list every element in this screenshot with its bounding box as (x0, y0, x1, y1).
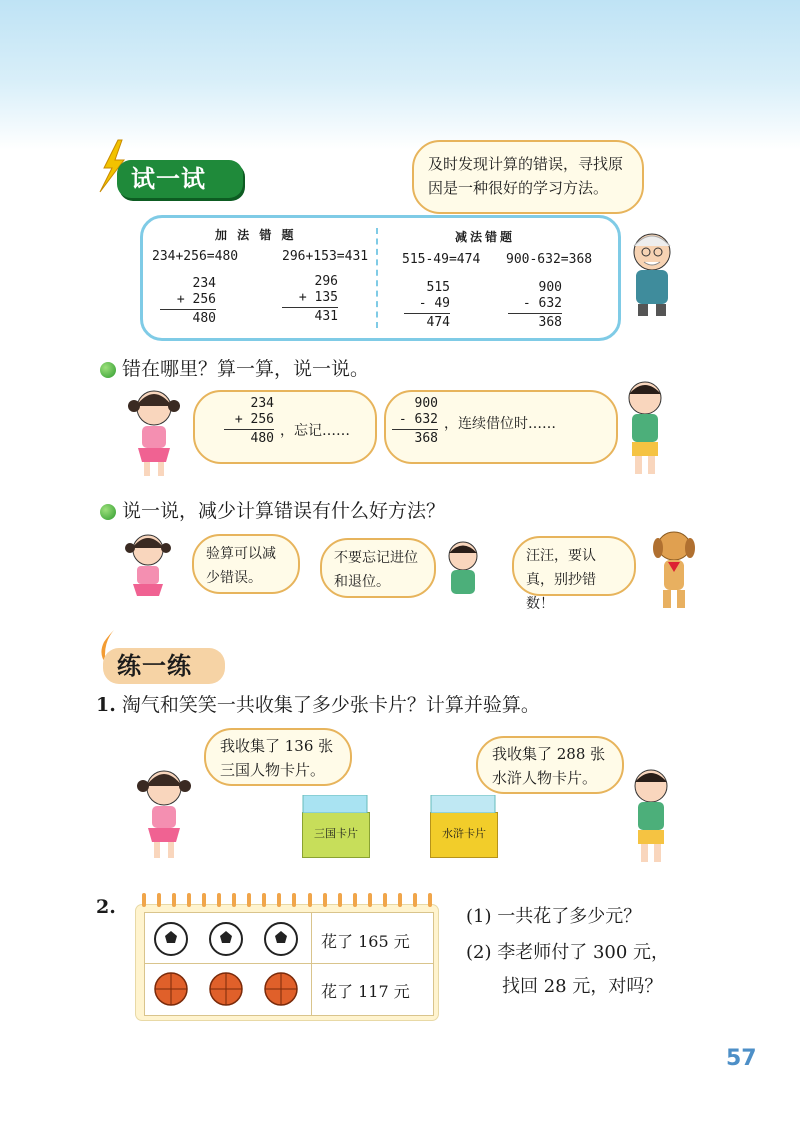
boy-card-text: 我收集了 288 张水浒人物卡片。 (492, 745, 606, 787)
question-text: 错在哪里？算一算，说一说。 (122, 358, 370, 380)
girl-card-text: 我收集了 136 张三国人物卡片。 (220, 737, 334, 779)
tip-text-1: 验算可以减少错误。 (206, 546, 276, 586)
sub-equation-1: 515-49=474 (402, 252, 481, 267)
calc-result: 368 (414, 431, 438, 446)
question-number: 1. (96, 694, 116, 716)
calc-result: 480 (250, 431, 274, 446)
sub-question-2b: 找回 28 元，对吗？ (502, 976, 663, 997)
bubble-calc-left (224, 396, 274, 447)
subtraction-errors-title: 减法错题 (455, 230, 516, 244)
vertical-calc-2 (282, 274, 338, 325)
bubble-calc-right (392, 396, 438, 447)
question-tips (100, 496, 445, 523)
calc-result: 431 (314, 309, 338, 324)
vertical-calc-1 (160, 276, 216, 327)
calc-result: 480 (192, 311, 216, 326)
page-number: 57 (726, 1046, 757, 1071)
question-1 (96, 690, 716, 717)
girl-figure-icon (134, 764, 196, 862)
basketball-cost: 花了 117 元 (321, 982, 410, 1001)
try-badge: 试一试 (117, 160, 243, 198)
question-where-wrong (100, 354, 369, 381)
teacher-figure-icon (622, 228, 684, 320)
calc-operand: - 632 (398, 412, 438, 427)
calc-result: 474 (426, 315, 450, 330)
calc-top: 515 (426, 280, 450, 295)
header-band (0, 0, 800, 150)
calc-operand: - 632 (522, 296, 562, 311)
girl-figure-icon (120, 530, 178, 602)
add-equation-1: 234+256=480 (152, 249, 239, 264)
addition-errors-title: 加 法 错 题 (215, 228, 297, 242)
calc-top: 234 (250, 396, 274, 411)
vertical-calc-3 (404, 280, 450, 331)
soccer-ball-icon (151, 921, 301, 957)
calc-operand: + 256 (234, 412, 274, 427)
calc-operand: - 49 (418, 296, 450, 311)
price-table (144, 912, 434, 1016)
tip-bubble-2 (320, 538, 436, 598)
tip-bubble-1 (192, 534, 300, 594)
teacher-speech-bubble (412, 140, 644, 214)
practice-badge: 练一练 (103, 648, 225, 684)
bullet-icon (100, 362, 116, 378)
boy-figure-icon (624, 764, 678, 868)
calc-operand: + 135 (298, 290, 338, 305)
girl-figure-icon (126, 384, 184, 480)
calc-result: 368 (538, 315, 562, 330)
teacher-bubble-text: 及时发现计算的错误，寻找原因是一种很好的学习方法。 (428, 155, 624, 197)
sub-question-1: (1) 一共花了多少元？ (466, 906, 642, 927)
dog-figure-icon (646, 526, 702, 614)
question-2-number: 2. (96, 896, 116, 918)
boy-figure-icon (438, 538, 488, 600)
vertical-calc-4 (508, 280, 562, 331)
divider (376, 228, 378, 328)
calc-top: 900 (414, 396, 438, 411)
bullet-icon (100, 504, 116, 520)
tip-text-2: 不要忘记进位和退位。 (334, 550, 418, 590)
notebook-rings (136, 893, 438, 907)
sub-question-2a: (2) 李老师付了 300 元， (466, 942, 670, 963)
question-text: 说一说，减少计算错误有什么好方法？ (122, 500, 446, 522)
calc-top: 234 (192, 276, 216, 291)
calc-operand: + 256 (176, 292, 216, 307)
boy-figure-icon (620, 376, 670, 480)
card-box-sanguo (302, 812, 370, 858)
box-label: 三国卡片 (314, 827, 358, 840)
calc-top: 900 (538, 280, 562, 295)
calc-top: 296 (314, 274, 338, 289)
basketball-icon (151, 971, 301, 1007)
tip-bubble-3 (512, 536, 636, 612)
soccer-cost: 花了 165 元 (321, 932, 410, 951)
sub-equation-2: 900-632=368 (506, 252, 593, 267)
tip-text-3: 汪汪，要认真，别抄错数！ (526, 548, 596, 612)
add-equation-2: 296+153=431 (282, 249, 369, 264)
box-label: 水浒卡片 (442, 827, 486, 840)
boy-card-bubble (476, 736, 624, 794)
bubble-left-tail: ，忘记…… (280, 423, 350, 439)
question-text: 淘气和笑笑一共收集了多少张卡片？计算并验算。 (121, 694, 540, 716)
girl-card-bubble (204, 728, 352, 786)
card-box-shuihu (430, 812, 498, 858)
bubble-right-tail: ，连续借位时…… (444, 416, 556, 432)
